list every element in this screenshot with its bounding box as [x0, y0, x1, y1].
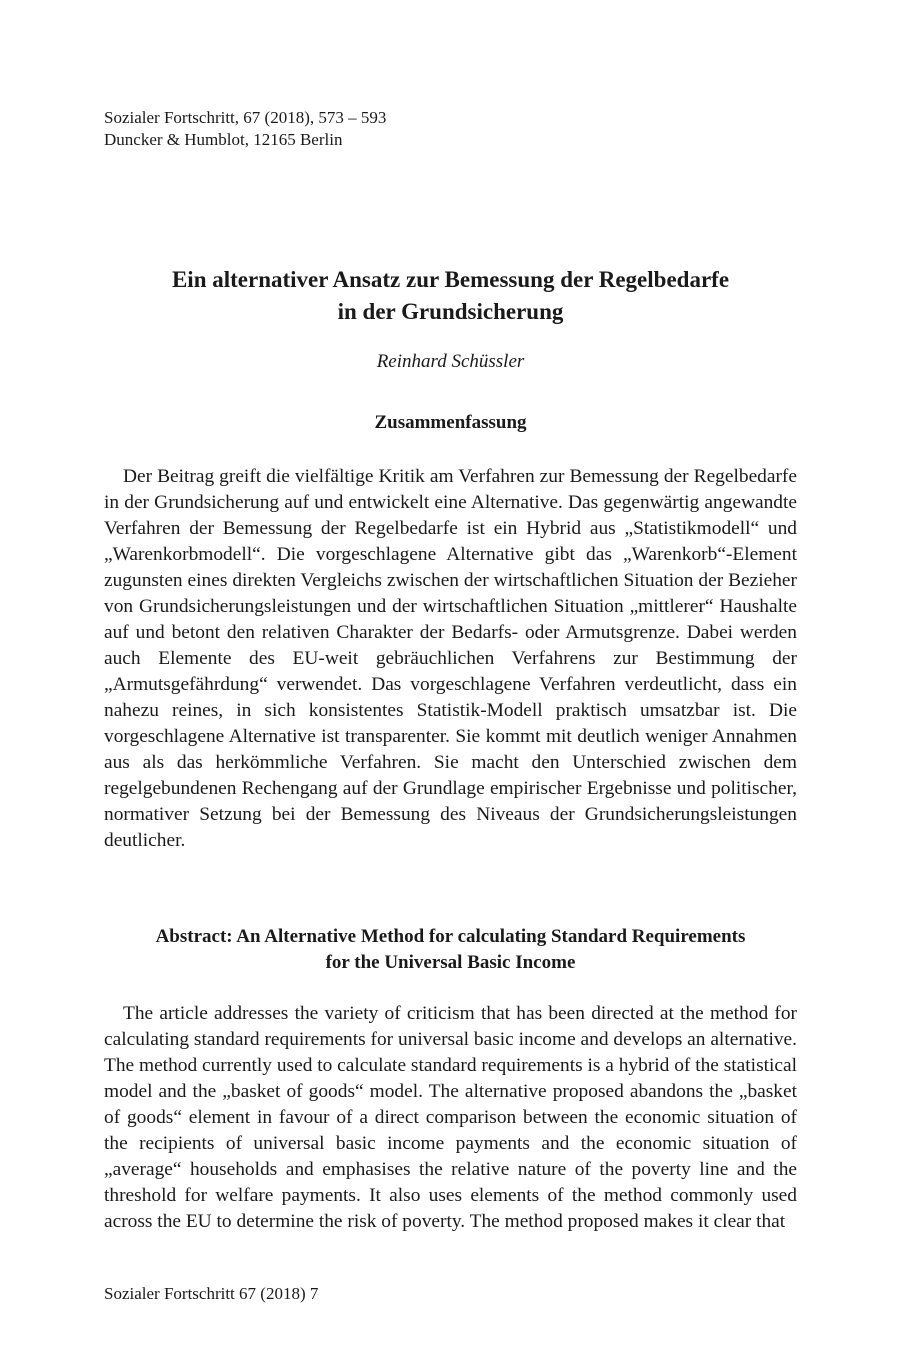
title-line-2: in der Grundsicherung [337, 299, 564, 324]
abstract-heading-line-1: Abstract: An Alternative Method for calculating Standard Requirements [155, 926, 746, 947]
journal-citation: Sozialer Fortschritt, 67 (2018), 573 – 593 [104, 108, 387, 127]
title-line-1: Ein alternativer Ansatz zur Bemessung der Regelbedarfe [171, 267, 730, 292]
journal-header [104, 107, 386, 151]
summary-heading: Zusammenfassung [374, 412, 527, 433]
summary-text: Der Beitrag greift die vielfältige Kritik am Verfahren zur Bemessung der Regelbedarfe in der Grundsicherung auf und entwickelt eine Alternative. Das gegenwärtig angewandte Verfahren der Bemessung der Regelbedarfe ist ein Hybrid aus „Statistikmodell“ und „Warenkorbmodell“. Die vorgeschlagene Alternative gibt das „Warenkorb“-Element zugunsten eines direkten Vergleichs zwischen der wirtschaftlichen Situation der Bezieher von Grundsicherungsleistungen und der wirtschaftlichen Situation „mittlerer“ Haushalte auf und betont den relativen Charakter der Bedarfs- oder Armutsgrenze. Dabei werden auch Elemente des EU-weit gebräuchlichen Verfahrens zur Bestimmung der „Armutsgefährdung“ verwendet. Das vorgeschlagene Verfahren verdeutlicht, dass ein nahezu reines, in sich konsistentes Statistik-Modell praktisch umsatzbar ist. Die vorgeschlagene Alternative ist transparenter. Sie kommt mit deutlich weniger Annahmen aus als das herkömmliche Verfahren. Sie macht den Unterschied zwischen dem regelgebundenen Rechengang auf der Grundlage empirischer Ergebnisse und politischer, normativer Setzung bei der Bemessung des Niveaus der Grundsicherungsleistungen deutlicher. [104, 466, 797, 851]
abstract-heading [104, 924, 797, 976]
publisher-line: Duncker & Humblot, 12165 Berlin [104, 130, 343, 149]
abstract-heading-line-2: for the Universal Basic Income [325, 952, 576, 973]
abstract-text: The article addresses the variety of criticism that has been directed at the method for calculating standard requirements for universal basic income and develops an alternative. The method currently used to calculate standard requirements is a hybrid of the statistical model and the „basket of goods“ model. The alternative proposed abandons the „basket of goods“ element in favour of a direct comparison between the economic situation of the recipients of universal basic income payments and the economic situation of „average“ households and emphasises the relative nature of the poverty line and the threshold for welfare payments. It also uses elements of the method commonly used across the EU to determine the risk of poverty. The method proposed makes it clear that [104, 1003, 797, 1232]
article-title [104, 264, 797, 328]
page-footer: Sozialer Fortschritt 67 (2018) 7 [104, 1284, 319, 1303]
author-name: Reinhard Schüssler [376, 351, 525, 372]
